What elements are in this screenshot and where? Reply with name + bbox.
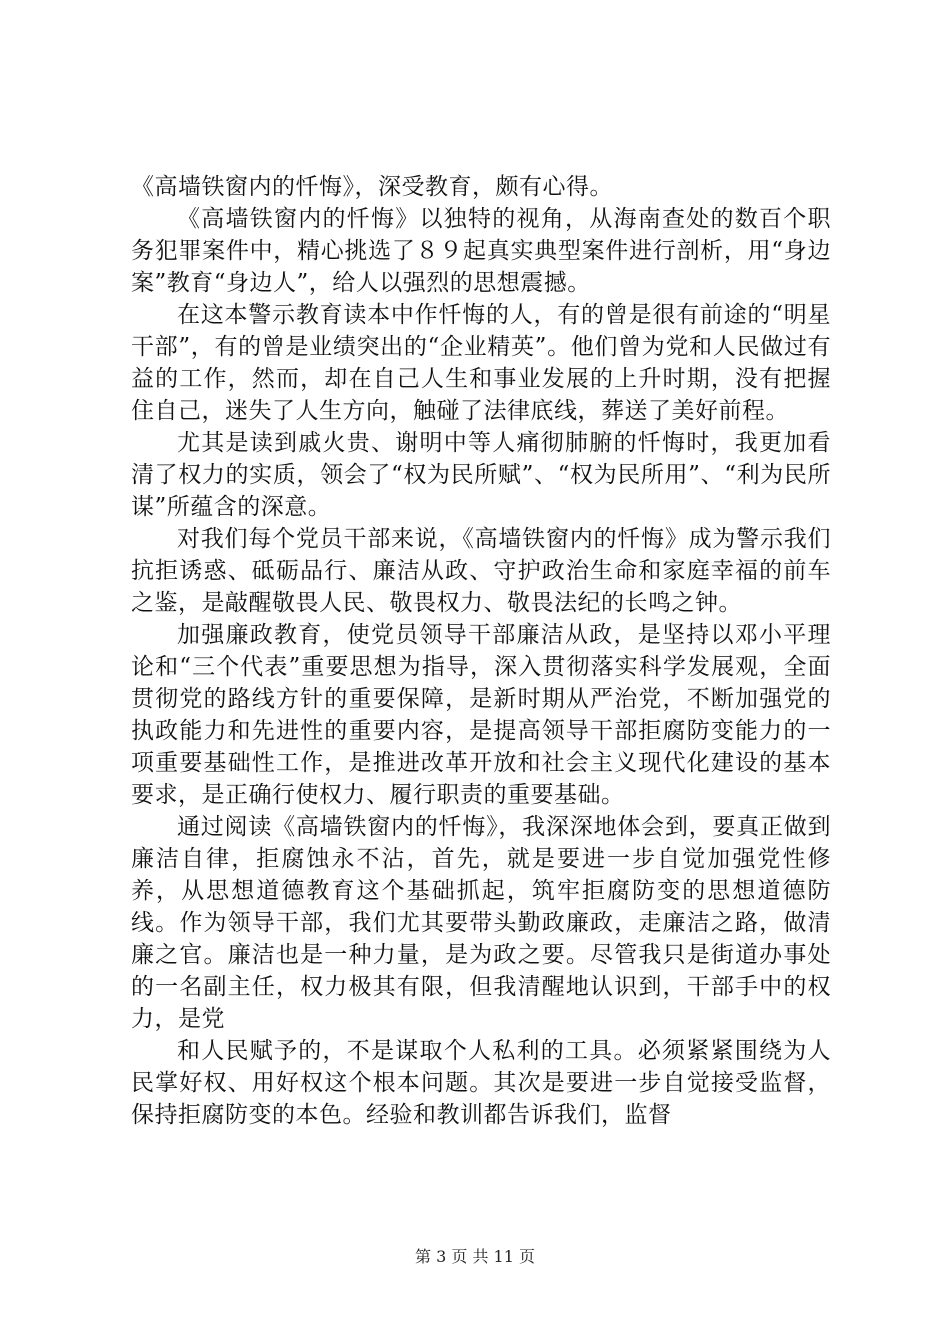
paragraph: 尤其是读到戚火贵、谢明中等人痛彻肺腑的忏悔时，我更加看清了权力的实质，领会了“权为民所赋”、“权为民所用”、“利为民所谋”所蕴含的深意。	[131, 430, 831, 520]
paragraph: 《高墙铁窗内的忏悔》以独特的视角，从海南查处的数百个职务犯罪案件中，精心挑选了８９起真实典型案件进行剖析，用“身边案”教育“身边人”，给人以强烈的思想震撼。	[131, 206, 831, 296]
paragraph: 通过阅读《高墙铁窗内的忏悔》，我深深地体会到，要真正做到廉洁自律，拒腐蚀永不沾，首先，就是要进一步自觉加强党性修养，从思想道德教育这个基础抓起，筑牢拒腐防变的思想道德防线。作为领导干部，我们尤其要带头勤政廉政，走廉洁之路，做清廉之官。廉洁也是一种力量，是为政之要。尽管我只是街道办事处的一名副主任，权力极其有限，但我清醒地认识到，干部手中的权力，是党	[131, 814, 831, 1032]
paragraph: 《高墙铁窗内的忏悔》，深受教育，颇有心得。	[131, 174, 613, 200]
paragraph: 和人民赋予的，不是谋取个人私利的工具。必须紧紧围绕为人民掌好权、用好权这个根本问题。其次是要进一步自觉接受监督，保持拒腐防变的本色。经验和教训都告诉我们，监督	[131, 1038, 831, 1128]
paragraph: 加强廉政教育，使党员领导干部廉洁从政，是坚持以邓小平理论和“三个代表”重要思想为指导，深入贯彻落实科学发展观，全面贯彻党的路线方针的重要保障，是新时期从严治党，不断加强党的执政能力和先进性的重要内容，是提高领导干部拒腐防变能力的一项重要基础性工作，是推进改革开放和社会主义现代化建设的基本要求，是正确行使权力、履行职责的重要基础。	[131, 622, 831, 808]
page-footer: 第 3 页 共 11 页	[415, 1247, 535, 1266]
document-body	[131, 171, 831, 1131]
paragraph: 对我们每个党员干部来说，《高墙铁窗内的忏悔》成为警示我们抗拒诱惑、砥砺品行、廉洁从政、守护政治生命和家庭幸福的前车之鉴，是敲醒敬畏人民、敬畏权力、敬畏法纪的长鸣之钟。	[131, 526, 831, 616]
paragraph: 在这本警示教育读本中作忏悔的人，有的曾是很有前途的“明星干部”，有的曾是业绩突出的“企业精英”。他们曾为党和人民做过有益的工作，然而，却在自己人生和事业发展的上升时期，没有把握住自己，迷失了人生方向，触碰了法律底线，葬送了美好前程。	[131, 302, 831, 424]
